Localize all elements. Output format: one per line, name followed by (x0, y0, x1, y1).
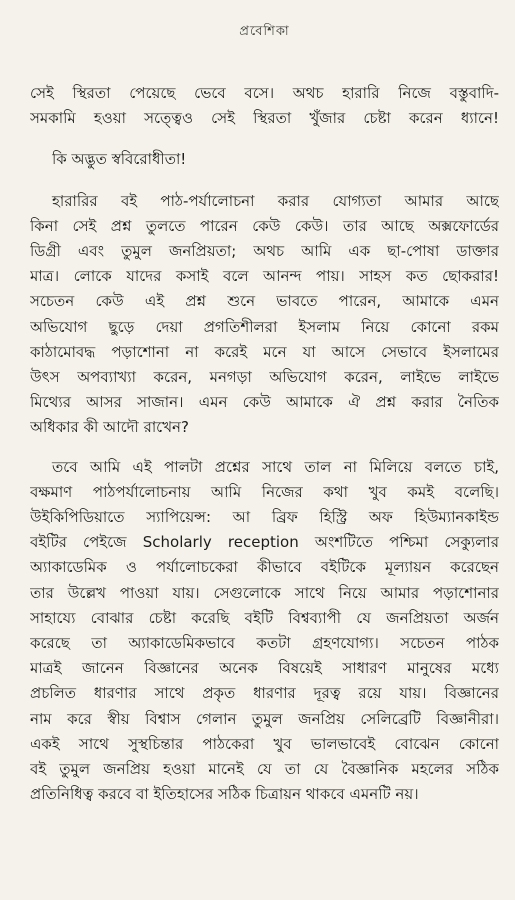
text-line: তবে আমি এই পালটা প্রশ্নের সাথে তাল না মিলিয়ে বলতে চাই, (52, 457, 499, 476)
text-line: বই তুমুল জনপ্রিয় হওয়া মানেই যে তা যে বৈজ্ঞানিক মহলের সঠিক (30, 760, 499, 779)
text-line: মাত্রই জানেন বিজ্ঞানের অনেক বিষয়েই সাধারণ মানুষের মধ্যে (30, 659, 499, 678)
text-line: উৎস অপব্যাখ্যা করেন, মনগড়া অভিযোগ করেন, লাইভে লাইভে (30, 368, 499, 387)
text-line: তার উল্লেখ পাওয়া যায়। সেগুলোকে সাথে নিয়ে আমার পড়াশোনার (30, 583, 499, 602)
text-line: সমকামি হওয়া সত্ত্বেও সেই স্থিরতা খুঁজার চেষ্টা করেন ধ্যানে! (30, 109, 499, 128)
text-line: অ্যাকাডেমিক ও পর্যালোচকেরা কীভাবে বইটিকে মূল্যায়ন করেছেন (30, 558, 499, 577)
text-line: করেছে তা অ্যাকাডেমিকভাবে কতটা গ্রহণযোগ্য। সচেতন পাঠক (30, 634, 499, 653)
text-line: ডিগ্রী এবং তুমুল জনপ্রিয়তা; অথচ আমি এক ছা-পোষা ডাক্তার (30, 242, 499, 261)
text-line: কিনা সেই প্রশ্ন তুলতে পারেন কেউ কেউ। তার আছে অক্সফোর্ডের (30, 216, 499, 235)
running-head: প্রবেশিকা (239, 24, 290, 39)
text-line: প্রতিনিধিত্ব করবে বা ইতিহাসের সঠিক চিত্রায়ন থাকবে এমনটি নয়। (30, 785, 419, 804)
text-line: অধিকার কী আদৌ রাখেন? (30, 418, 189, 437)
paragraph-1 (30, 81, 499, 131)
text-line: একই সাথে সুস্থচিন্তার পাঠকেরা খুব ভালভাবেই বোঝেন কোনো (30, 734, 499, 753)
text-line: বইটির পেইজে Scholarly reception অংশটিতে পশ্চিমা সেক্যুলার (30, 533, 499, 552)
text-line: সেই স্থিরতা পেয়েছে ভেবে বসে। অথচ হারারি নিজে বস্তুবাদি- (30, 84, 499, 102)
text-line: মাত্র। লোকে যাদের কসাই বলে আনন্দ পায়। সাহস কত ছোকরার! (30, 267, 499, 286)
text-line: নাম করে স্বীয় বিশ্বাস গেলান তুমুল জনপ্রিয় সেলিব্রেটি বিজ্ঞানীরা। (30, 709, 499, 728)
text-line: সচেতন কেউ এই প্রশ্ন শুনে ভাবতে পারেন, আমাকে এমন (30, 292, 499, 311)
text-line: সাহায্যে বোঝার চেষ্টা করেছি বইটি বিশ্বব্যাপী যে জনপ্রিয়তা অর্জন (30, 608, 499, 627)
text-line: কাঠামোবদ্ধ পড়াশোনা না করেই মনে যা আসে সেভাবে ইসলামের (30, 342, 499, 361)
text-line: কি অদ্ভুত স্ববিরোধীতা! (52, 150, 187, 169)
text-line: বক্ষমাণ পাঠপর্যালোচনায় আমি নিজের কথা খুব কমই বলেছি। (30, 482, 499, 501)
text-line: হারারির বই পাঠ-পর্যালোচনা করার যোগ্যতা আমার আছে (52, 191, 499, 210)
text-line: অভিযোগ ছুড়ে দেয়া প্রগতিশীলরা ইসলাম নিয়ে কোনো রকম (30, 317, 499, 336)
text-line: মিথ্যের আসর সাজান। এমন কেউ আমাকে ঐ প্রশ্ন করার নৈতিক (30, 393, 499, 412)
text-line: প্রচলিত ধারণার সাথে প্রকৃত ধারণার দূরত্ব রয়ে যায়। বিজ্ঞানের (30, 684, 499, 703)
paragraph-3 (30, 189, 499, 441)
paragraph-4 (30, 455, 499, 808)
paragraph-2 (52, 147, 499, 172)
text-line: উইকিপিডিয়াতে স্যাপিয়েন্স: আ ব্রিফ হিস্ট্রি অফ হিউম্যানকাইন্ড (30, 508, 499, 527)
